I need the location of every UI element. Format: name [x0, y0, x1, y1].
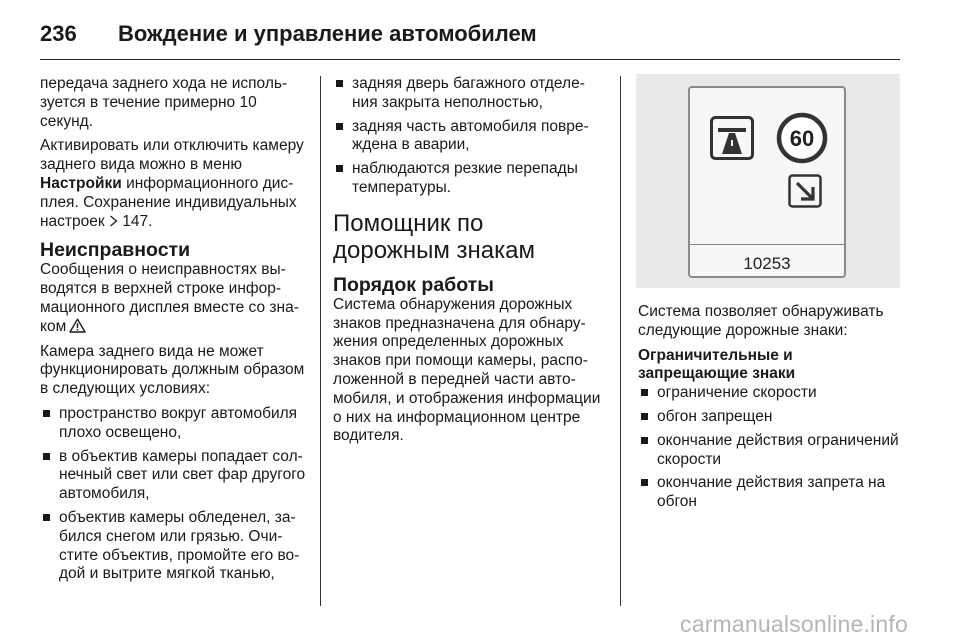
list-item: объектив камеры обледенел, забился снегом или грязью. Очистите объектив, промойте его водой и вытрите мягкой тканью,: [40, 509, 310, 584]
column-1: [40, 75, 310, 589]
list-item: окончание действия ограничений скорости: [638, 432, 903, 470]
subsection-heading-restrictive-signs: Ограничительные и запрещающие знаки: [638, 346, 796, 383]
warning-triangle-icon: [69, 318, 86, 333]
list-item: пространство вокруг автомобиля плохо освещено,: [40, 405, 310, 443]
paragraph: Активировать или отключить камеру заднего вида можно в меню Настройки информационного дисплея. Сохранение индивидуальных настроек 147.: [40, 137, 304, 230]
page-header: [40, 14, 537, 54]
paragraph: Система обнаружения дорожных знаков предназначена для обнаружения определенных дорожных знаков при помощи камеры, расположенной в передней части автомобиля, и отображения информации о них на информационном центре водителя.: [333, 295, 601, 445]
bullet-list: [333, 75, 605, 198]
section-heading-traffic-sign-assistant: Помощник по дорожным знакам: [333, 209, 535, 264]
column-divider: [620, 76, 621, 606]
watermark: carmanualsonline.info: [680, 611, 908, 637]
list-item: окончание действия запрета на обгон: [638, 474, 903, 512]
motorway-sign-icon: [710, 116, 754, 160]
page-reference-arrow-icon: [109, 215, 118, 227]
paragraph: Система позволяет обнаруживать следующие дорожные знаки:: [638, 303, 884, 339]
page-reference[interactable]: 147: [122, 212, 149, 230]
list-item: ограничение скорости: [638, 384, 903, 403]
traffic-sign-figure: [636, 74, 900, 288]
paragraph: Сообщения о неисправностях выводятся в верхней строке информационного дисплея вместе со знаком: [40, 261, 299, 335]
bullet-list: [638, 384, 903, 512]
arrow-down-right-icon: [788, 174, 822, 208]
column-3: [638, 303, 903, 517]
list-item: в объектив камеры попадает солнечный свет или свет фар другого автомобиля,: [40, 448, 310, 504]
column-divider: [320, 76, 321, 606]
list-item: обгон запрещен: [638, 408, 903, 427]
list-item: задняя часть автомобиля повреждена в аварии,: [333, 118, 605, 156]
header-divider: [40, 59, 900, 60]
subsection-heading-operation: Порядок работы: [333, 273, 494, 296]
column-2: [333, 75, 605, 452]
list-item: задняя дверь багажного отделения закрыта неполностью,: [333, 75, 605, 113]
menu-name: Настройки: [40, 174, 122, 192]
list-item: наблюдаются резкие перепады температуры.: [333, 160, 605, 198]
speed-limit-value: 60: [789, 126, 815, 151]
section-heading-faults: Неисправности: [40, 239, 191, 262]
bullet-list: [40, 405, 310, 584]
speed-limit-icon: [776, 112, 828, 164]
page-number: 236: [40, 21, 77, 46]
panel-divider: [690, 244, 844, 245]
display-panel: [688, 86, 846, 278]
page-title: Вождение и управление автомобилем: [118, 21, 537, 46]
paragraph: Камера заднего вида не может функционировать должным образом в следующих условиях:: [40, 342, 305, 398]
figure-number: 10253: [743, 254, 791, 273]
paragraph: передача заднего хода не используется в течение примерно 10 секунд.: [40, 75, 288, 130]
